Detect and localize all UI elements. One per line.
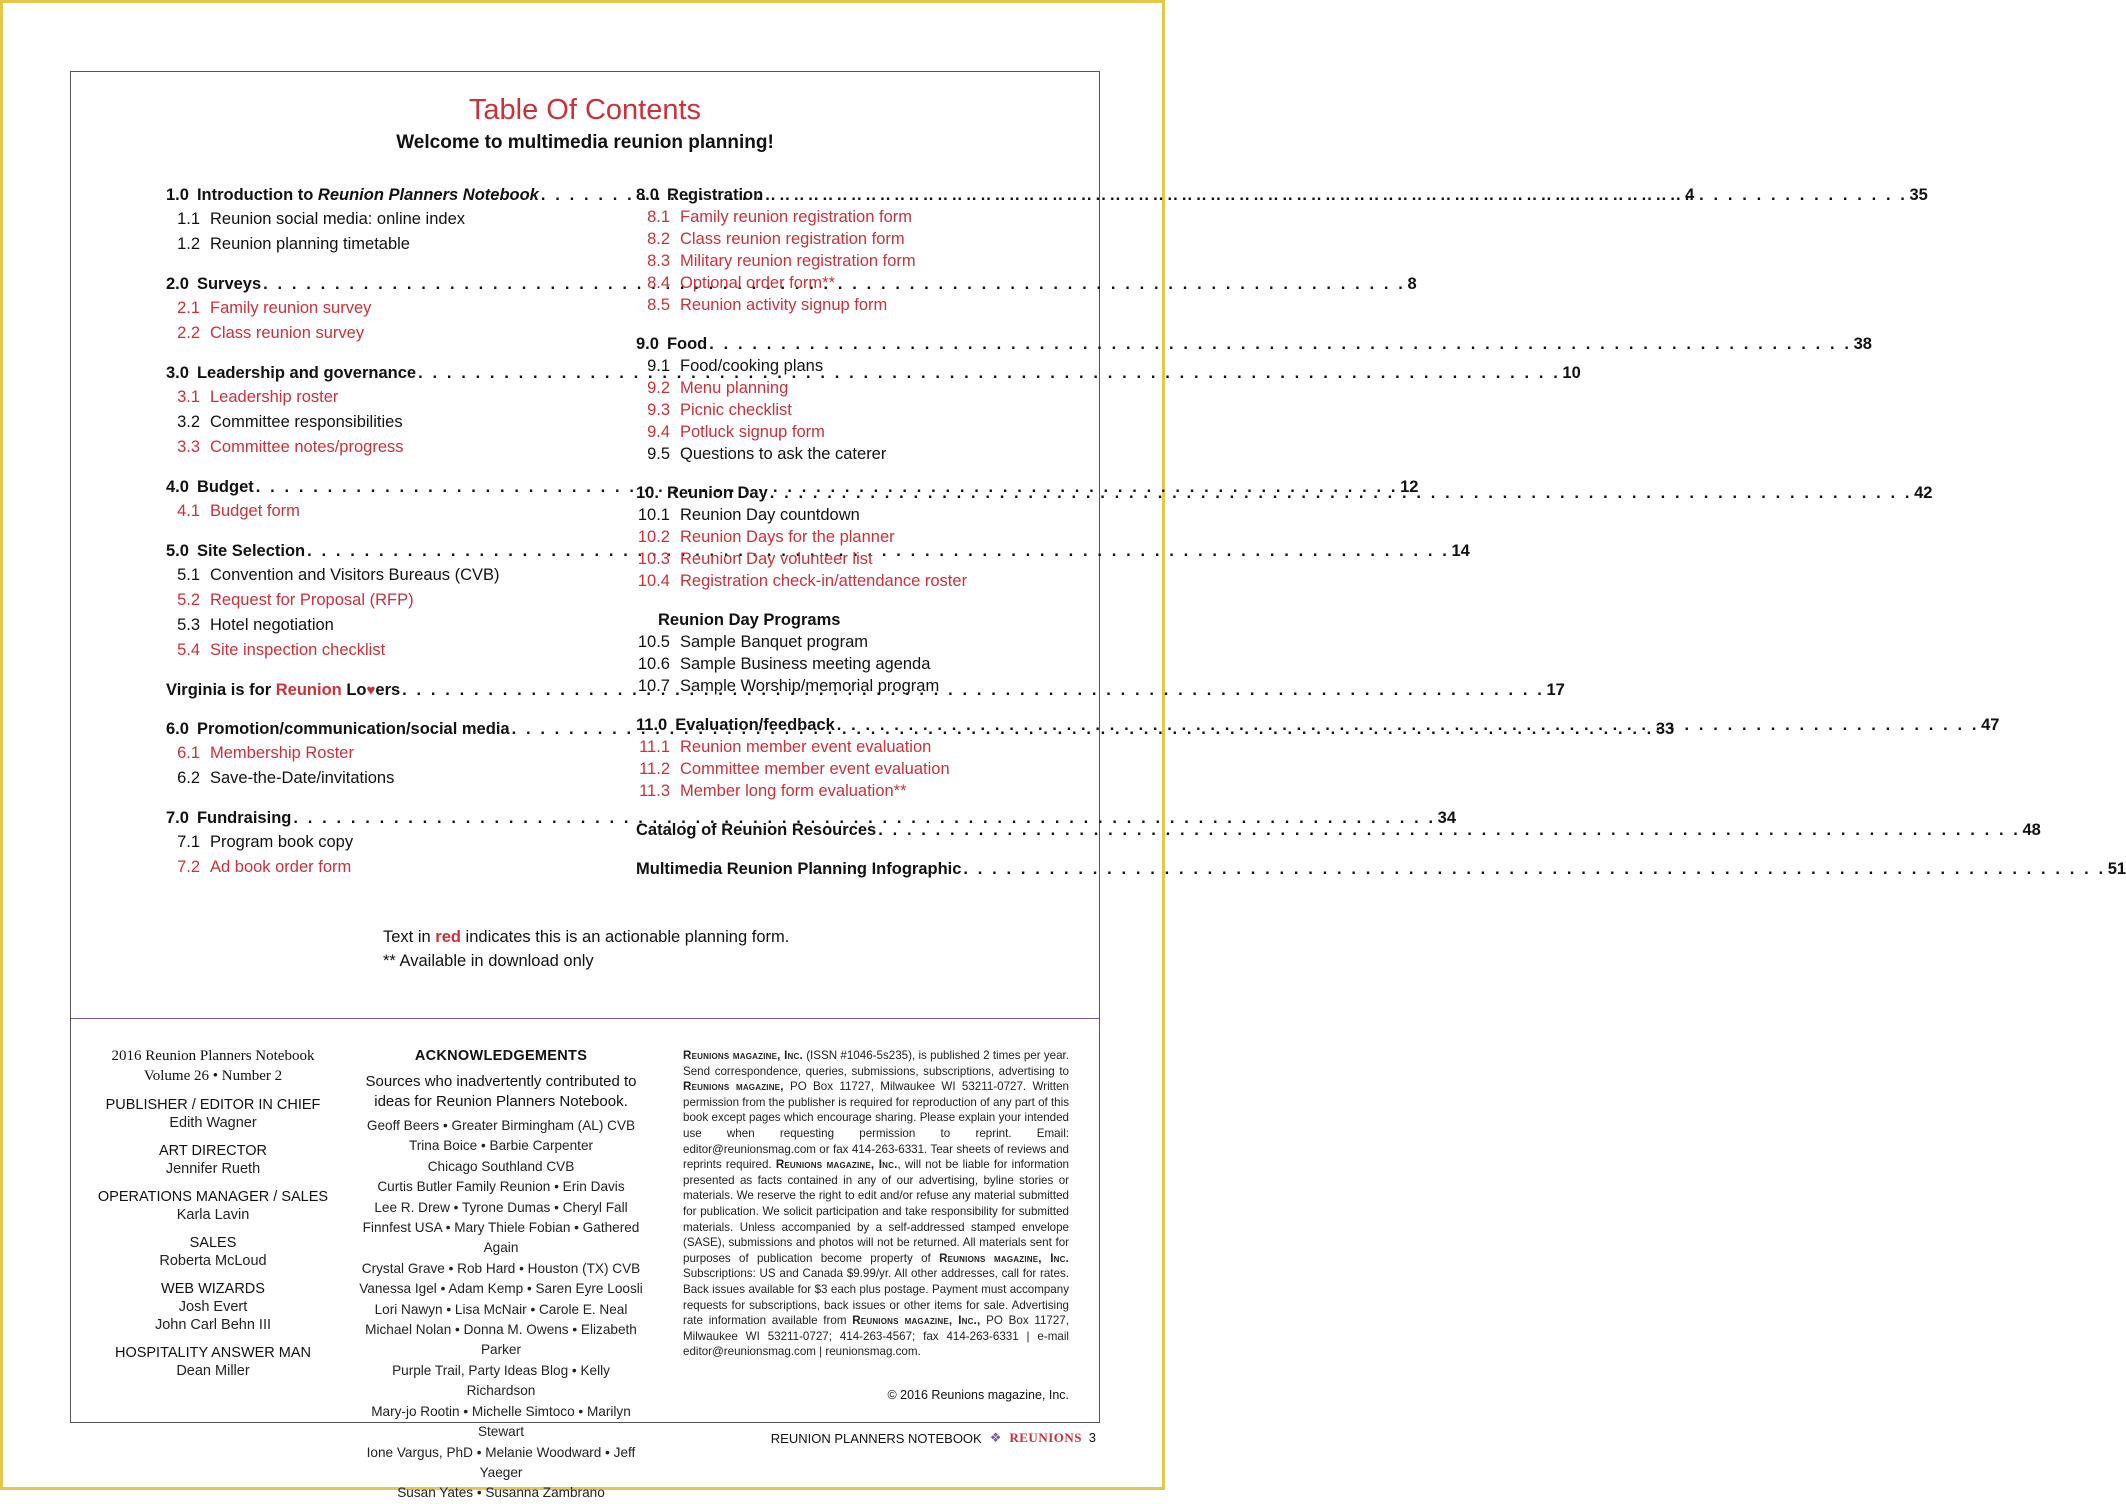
toc-item-label: Ad book order form [210, 858, 352, 876]
toc-title-text: Leadership and governance [196, 364, 417, 382]
staff-name: Jennifer Rueth [165, 1161, 261, 1177]
staff-name: Karla Lavin [176, 1207, 250, 1223]
acknowledgement-line: Geoff Beers • Greater Birmingham (AL) CVB [366, 1118, 636, 1133]
section-divider [71, 1018, 1099, 1019]
toc-item [636, 377, 1031, 399]
toc-item-label: Sample Business meeting agenda [680, 655, 931, 673]
staff-role: ART DIRECTOR [159, 1143, 267, 1159]
toc-item [636, 758, 1031, 780]
toc-item-number: 3.2 [177, 413, 200, 431]
toc-title-text: Budget [196, 478, 254, 496]
toc-page-number: 48 [2022, 821, 2041, 839]
toc-item [166, 321, 561, 346]
toc-section-title [636, 714, 835, 736]
toc-title-text: Surveys [196, 275, 262, 293]
toc-item-number: 8.3 [647, 252, 670, 270]
toc-item-number: 9.5 [647, 445, 670, 463]
footer-brand: REUNIONS [1009, 1430, 1082, 1445]
toc-item-number: 11.2 [639, 760, 670, 778]
toc-item [636, 355, 1031, 377]
toc-title-text: Site Selection [196, 542, 306, 560]
toc-item [166, 232, 561, 257]
toc-item-number: 10.1 [637, 506, 670, 524]
staff-name: Roberta McLoud [159, 1253, 267, 1269]
toc-item [636, 675, 1031, 697]
toc-section-number: 5.0 [166, 542, 189, 560]
toc-item-number: 10.7 [637, 677, 670, 695]
toc-page-number: 12 [1400, 478, 1419, 496]
staff-name: John Carl Behn III [154, 1317, 272, 1333]
toc-item [166, 855, 561, 880]
toc-section-number: 8.0 [636, 186, 659, 204]
toc-section-title [636, 333, 707, 355]
toc-item [166, 207, 561, 232]
acknowledgement-line: Curtis Butler Family Reunion • Erin Davis [377, 1179, 625, 1195]
toc-item-number: 5.1 [177, 566, 200, 584]
toc-item-label: Convention and Visitors Bureaus (CVB) [210, 566, 500, 584]
toc-item-number: 10.5 [637, 633, 670, 651]
toc-item [166, 385, 561, 410]
toc-item-label: Membership Roster [210, 744, 354, 762]
toc-item-label: Optional order form** [680, 274, 835, 292]
footer-label: REUNION PLANNERS NOTEBOOK [770, 1430, 982, 1446]
leader-dots [876, 819, 2020, 841]
acknowledgements-intro: Sources who inadvertently contributed to ideas for Reunion Planners Notebook. [365, 1073, 637, 1110]
toc-item [636, 399, 1031, 421]
toc-item [166, 435, 561, 460]
toc-section-number: 9.0 [636, 335, 659, 353]
toc-page-number: 33 [1655, 720, 1675, 738]
toc-item-number: 2.2 [177, 324, 200, 342]
toc-item-label: Reunion Day volunteer list [680, 550, 873, 568]
toc-item-number: 9.4 [647, 423, 670, 441]
staff-role: SALES [189, 1235, 237, 1251]
toc-page-number: 42 [1914, 484, 1933, 502]
toc-title-text: Reunion Day Programs [658, 611, 841, 629]
staff-role: WEB WIZARDS [161, 1281, 265, 1297]
toc-page-number: 47 [1981, 716, 2000, 734]
toc-item-label: Picnic checklist [680, 401, 792, 419]
toc-item-number: 5.4 [177, 641, 200, 659]
toc-title-text: Reunion Day [666, 484, 768, 502]
toc-section-number: 6.0 [166, 720, 189, 738]
leader-dots [768, 482, 1912, 504]
toc-section-title [166, 807, 291, 829]
toc-title-text: Multimedia Reunion Planning Infographic [636, 860, 962, 878]
toc-item [166, 410, 561, 435]
toc-section-title [166, 273, 261, 295]
toc-item-label: Request for Proposal (RFP) [210, 591, 414, 609]
toc-item [636, 504, 1031, 526]
staff-name: Josh Evert [178, 1299, 248, 1315]
toc-legend [383, 925, 789, 973]
toc-item [166, 563, 561, 588]
toc-item [166, 613, 561, 638]
toc-item [636, 526, 1031, 548]
acknowledgements [356, 1046, 646, 1504]
staff-list [93, 1096, 333, 1380]
toc-item-number: 4.1 [177, 502, 200, 520]
toc-section-number: 10. [636, 484, 659, 502]
toc-section-title [166, 362, 416, 384]
toc-item-number: 2.1 [177, 299, 200, 317]
toc-item-number: 6.1 [177, 744, 200, 762]
acknowledgement-line: Purple Trail, Party Ideas Blog • Kelly Richardson [392, 1362, 610, 1399]
toc-item-label: Class reunion registration form [680, 230, 905, 248]
toc-item-label: Reunion Days for the planner [680, 528, 895, 546]
toc-item [636, 272, 1031, 294]
staff-name: Dean Miller [176, 1363, 250, 1379]
toc-item [166, 638, 561, 663]
toc-item-label: Class reunion survey [210, 324, 365, 342]
toc-section-heading [636, 858, 2126, 880]
toc-item-number: 3.3 [177, 438, 200, 456]
toc-item [166, 499, 561, 524]
toc-item [166, 830, 561, 855]
toc-section-title [636, 819, 876, 841]
toc-item-label: Committee responsibilities [210, 413, 403, 431]
acknowledgements-list [356, 1116, 646, 1504]
toc-item-number: 9.3 [647, 401, 670, 419]
toc-item-label: Registration check-in/attendance roster [680, 572, 968, 590]
toc-page-number: 35 [1909, 186, 1928, 204]
toc-item [636, 421, 1031, 443]
staff-role: OPERATIONS MANAGER / SALES [97, 1189, 329, 1205]
toc-page-number: 17 [1546, 681, 1565, 699]
virginia-reunion: Reunion [275, 681, 342, 699]
leader-dots [763, 184, 1907, 206]
leader-dots [961, 858, 2105, 880]
toc-item-number: 11.3 [639, 782, 670, 800]
toc-section-heading [636, 184, 1928, 206]
toc-item [166, 741, 561, 766]
toc-section-heading [636, 333, 1872, 355]
toc-item-number: 10.6 [637, 655, 670, 673]
page-frame [70, 71, 2126, 1501]
toc-item-label: Menu planning [680, 379, 789, 397]
publication-title: 2016 Reunion Planners Notebook [111, 1048, 315, 1064]
toc-title-text: Promotion/communication/social media [196, 720, 510, 738]
toc-title-italic: Reunion Planners Notebook [317, 186, 539, 204]
toc-item [636, 631, 1031, 653]
toc-item-label: Reunion activity signup form [680, 296, 888, 314]
acknowledgement-line: Ione Vargus, PhD • Melanie Woodward • Jeff Yaeger [366, 1444, 636, 1480]
acknowledgement-line: Chicago Southland CVB [427, 1158, 575, 1174]
toc-item-label: Leadership roster [210, 388, 339, 406]
toc-item-label: Questions to ask the caterer [680, 445, 887, 463]
toc-item-number: 1.2 [177, 235, 200, 253]
acknowledgement-line: Vanessa Igel • Adam Kemp • Saren Eyre Loosli [359, 1281, 643, 1297]
page-number: 3 [1088, 1430, 1096, 1445]
toc-item-number: 9.1 [647, 357, 670, 375]
acknowledgement-line: Michael Nolan • Donna M. Owens • Elizabeth Parker [365, 1322, 637, 1358]
toc-title-text: Catalog of Reunion Resources [636, 821, 877, 839]
toc-item-label: Program book copy [210, 833, 354, 851]
page-subtitle: Welcome to multimedia reunion planning! [396, 132, 774, 153]
toc-section-number: 3.0 [166, 364, 189, 382]
toc-item-number: 5.3 [177, 616, 200, 634]
acknowledgements-title: ACKNOWLEDGEMENTS [414, 1048, 588, 1064]
toc-section-heading [636, 609, 1031, 631]
toc-item-number: 8.4 [647, 274, 670, 292]
toc-section-title [166, 476, 254, 498]
toc-item-number: 10.3 [637, 550, 670, 568]
toc-item-label: Military reunion registration form [680, 252, 916, 270]
toc-item-label: Sample Worship/memorial program [680, 677, 940, 695]
toc-item-number: 6.2 [177, 769, 200, 787]
toc-title-pre: Introduction to [196, 186, 318, 204]
toc-item-label: Family reunion survey [210, 299, 372, 317]
toc-item [166, 296, 561, 321]
toc-item-number: 5.2 [177, 591, 200, 609]
toc-item-number: 1.1 [177, 210, 200, 228]
leader-dots [835, 714, 1979, 736]
toc-item-number: 8.1 [647, 208, 670, 226]
legal-notice: Reunions magazine, Inc. (ISSN #1046-5s235), is published 2 times per year. Send correspondence, queries, submissions, subscriptions, advertising to Reunions magazine, PO Box 11727, Milwaukee WI 53211-0727. Written permission from the publisher is required for reproduction of any part of this book except pages which encourage sharing. Please explain your intended use when requesting permission to reprint. Email: editor@reunionsmag.com or fax 414-263-6331. Tear sheets of reviews and reprints required. Reunions magazine, Inc., will not be liable for information presented as facts contained in any of our advertising, byline stories or materials. We reserve the right to edit and/or refuse any material submitted for publication. We solicit participation and take responsibility for submitted materials. Unless accompanied by a self-addressed stamped envelope (SASE), submissions and photos will not be returned. All materials sent for purposes of publication become property of Reunions magazine, Inc. Subscriptions: US and Canada $9.99/yr. All other addresses, call for rates. Back issues available for $3 each plus postage. Payment must accompany requests for subscriptions, back issues or other items for sale. Advertising rate information available from Reunions magazine, Inc., PO Box 11727, Milwaukee WI 53211-0727; 414-263-4567; fax 414-263-6331 | e-mail editor@reunionsmag.com | reunionsmag.com. [683, 1049, 1070, 1359]
leader-dots [707, 333, 1851, 355]
toc-item-label: Reunion social media: online index [210, 210, 465, 228]
toc-page-number: 51 [2107, 860, 2126, 878]
toc-item [636, 206, 1031, 228]
toc-section-number: 2.0 [166, 275, 189, 293]
toc-section-title [166, 718, 510, 740]
toc-item-label: Reunion Day countdown [680, 506, 860, 524]
toc-page-number: 10 [1562, 364, 1581, 382]
staff-name: Edith Wagner [169, 1115, 257, 1131]
staff-role: PUBLISHER / EDITOR IN CHIEF [105, 1097, 321, 1113]
toc-section-title [636, 482, 768, 504]
page-title: Table Of Contents [468, 94, 702, 126]
toc-section-title [166, 540, 305, 562]
acknowledgement-line: Trina Boice • Barbie Carpenter [408, 1138, 594, 1154]
toc-item-number: 7.2 [177, 858, 200, 876]
legend-line-red: Text in red indicates this is an actionable planning form. [383, 928, 790, 946]
toc-item [636, 570, 1031, 592]
toc-section-title [636, 858, 961, 880]
toc-item [166, 766, 561, 791]
toc-item-number: 10.4 [637, 572, 670, 590]
toc-section-title [166, 679, 400, 702]
toc-page-number: 4 [1685, 186, 1695, 204]
toc-section-number: 7.0 [166, 809, 189, 827]
toc-item-label: Family reunion registration form [680, 208, 912, 226]
toc-item-label: Potluck signup form [680, 423, 825, 441]
acknowledgement-line: Finnfest USA • Mary Thiele Fobian • Gathered Again [362, 1220, 640, 1256]
toc-title-text: Food [666, 335, 708, 353]
heart-icon: ♥ [366, 682, 376, 699]
toc-item-number: 10.2 [637, 528, 670, 546]
toc-item [636, 653, 1031, 675]
masthead [93, 1046, 333, 1380]
toc-item-label: Committee member event evaluation [680, 760, 950, 778]
toc-item-number: 7.1 [177, 833, 200, 851]
toc-section-number: 1.0 [166, 186, 189, 204]
toc-page-number: 8 [1407, 275, 1417, 293]
toc-item-label: Committee notes/progress [210, 438, 404, 456]
toc-item-number: 11.1 [639, 738, 670, 756]
copyright: © 2016 Reunions magazine, Inc. [887, 1388, 1069, 1402]
toc-item [636, 548, 1031, 570]
toc-item-number: 3.1 [177, 388, 200, 406]
toc-item-number: 8.2 [647, 230, 670, 248]
toc-section-title [166, 184, 539, 206]
toc-item [636, 443, 1031, 465]
toc-item-label: Hotel negotiation [210, 616, 334, 634]
toc-item [166, 588, 561, 613]
toc-page-number: 38 [1853, 335, 1872, 353]
toc-title-text: Registration [666, 186, 764, 204]
toc-item-label: Reunion member event evaluation [680, 738, 932, 756]
toc-item-label: Reunion planning timetable [210, 235, 410, 253]
toc-item-label: Site inspection checklist [210, 641, 386, 659]
toc-item-label: Food/cooking plans [680, 357, 824, 375]
toc-item-label: Save-the-Date/invitations [210, 769, 395, 787]
toc-title-text: Fundraising [196, 809, 292, 827]
virginia-ers: ers [375, 681, 401, 699]
acknowledgement-line: Mary-jo Rootin • Michelle Simtoco • Marilyn Stewart [371, 1403, 631, 1440]
toc-item [636, 736, 1031, 758]
toc-page-number: 14 [1451, 542, 1470, 560]
acknowledgement-line: Lori Nawyn • Lisa McNair • Carole E. Neal [374, 1301, 628, 1317]
acknowledgement-line: Lee R. Drew • Tyrone Dumas • Cheryl Fall [374, 1199, 628, 1215]
staff-role: HOSPITALITY ANSWER MAN [114, 1345, 312, 1361]
toc-item-number: 9.2 [647, 379, 670, 397]
toc-section-heading [636, 819, 2041, 841]
toc-item-label: Budget form [210, 502, 300, 520]
toc-item-number: 8.5 [647, 296, 670, 314]
virginia-pre: Virginia is for [166, 681, 276, 699]
page-footer [771, 1430, 1082, 1446]
toc-item [636, 250, 1031, 272]
toc-item [636, 780, 1031, 802]
legend-line-download: ** Available in download only [383, 952, 594, 970]
diamond-icon: ❖ [989, 1430, 1002, 1445]
toc-item-label: Sample Banquet program [680, 633, 869, 651]
acknowledgement-line: Crystal Grave • Rob Hard • Houston (TX) CVB [361, 1260, 641, 1276]
toc-title-text: Evaluation/feedback [675, 716, 835, 734]
legend-red-word: red [435, 928, 461, 946]
toc-section-number: 11.0 [636, 716, 668, 734]
toc-section-heading [166, 807, 1457, 829]
toc-section-title [658, 611, 840, 629]
toc-section-title [636, 184, 763, 206]
publication-volume: Volume 26 • Number 2 [143, 1068, 283, 1084]
virginia-lo: Lo [341, 681, 367, 699]
toc-item-label: Member long form evaluation** [680, 782, 907, 800]
toc-item [636, 294, 1031, 316]
acknowledgement-line: Susan Yates • Susanna Zambrano [397, 1485, 605, 1501]
toc-section-number: 4.0 [166, 478, 189, 496]
toc-page-number: 34 [1437, 809, 1457, 827]
toc-item [636, 228, 1031, 250]
